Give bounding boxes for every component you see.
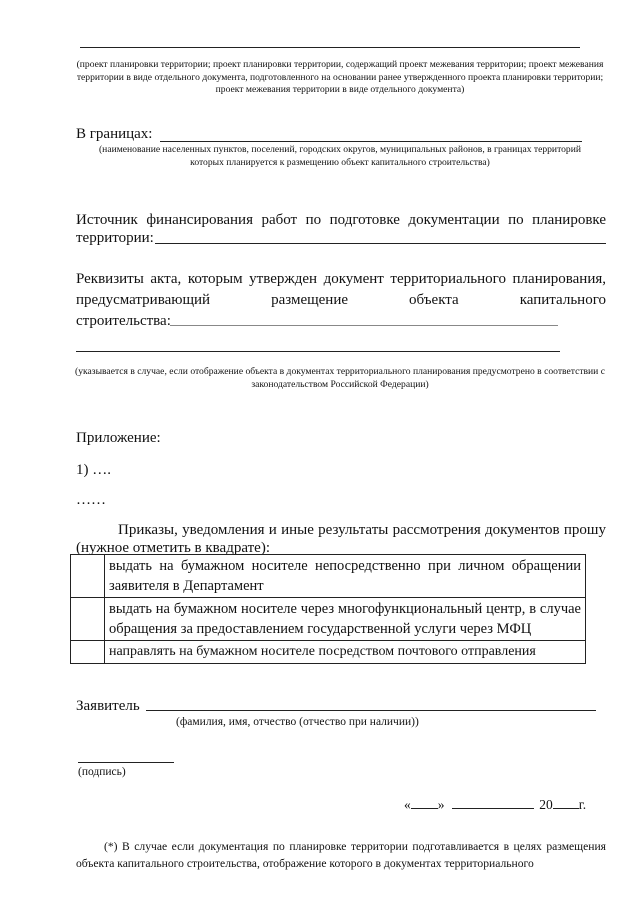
act-hint: (указывается в случае, если отображение объекта в документах территориального планирования предусмотрено в соответствии с законодательством Российской Федерации): [75, 366, 605, 390]
option-checkbox-3[interactable]: [71, 641, 105, 664]
borders-label: В границах:: [76, 126, 153, 142]
footnote-line2: объекта капитального строительства, отображение которого в документах территориального: [76, 857, 534, 870]
financing-line1: Источник финансирования работ по подготовке документации по планировке: [76, 212, 606, 228]
act-underline-1: [170, 325, 558, 326]
applicant-label: Заявитель: [76, 698, 140, 714]
option-row-1: [71, 555, 586, 598]
signature-hint: (подпись): [78, 766, 126, 778]
appendix-item-1: 1) ….: [76, 462, 111, 478]
act-word-2: размещение: [271, 292, 349, 308]
option-text-1: выдать на бумажном носителе непосредственно при личном обращении заявителя в Департамент: [105, 555, 586, 598]
appendix-title: Приложение:: [76, 430, 161, 446]
applicant-hint: (фамилия, имя, отчество (отчество при наличии)): [176, 716, 419, 728]
orders-intro-line2: (нужное отметить в квадрате):: [76, 540, 270, 556]
orders-intro-line1: Приказы, уведомления и иные результаты рассмотрения документов прошу: [118, 522, 606, 538]
option-text-3: направлять на бумажном носителе посредством почтового отправления: [105, 641, 586, 664]
date-close-quote: »: [437, 797, 445, 812]
option-row-2: [71, 598, 586, 641]
signature-underline: [78, 762, 174, 763]
header-hint: (проект планировки территории; проект планировки территории, содержащий проект межевания территории; проект межевания территории в виде отдельного документа, подготовленного на основании ранее утвержденного проекта планировки территории; проект межевания территории в виде отдельного документа): [76, 59, 604, 95]
date-year-suffix: г.: [578, 797, 587, 812]
option-checkbox-1[interactable]: [71, 555, 105, 598]
financing-line2: территории:: [76, 230, 154, 246]
act-line3: строительства:: [76, 313, 171, 329]
act-word-3: объекта: [409, 292, 459, 308]
act-line2: [76, 290, 606, 311]
option-text-2: выдать на бумажном носителе через многофункциональный центр, в случае обращения за предоставлением государственной услуги через МФЦ: [105, 598, 586, 641]
option-row-3: [71, 641, 586, 664]
act-line1: Реквизиты акта, которым утвержден документ территориального планирования,: [76, 271, 606, 287]
applicant-underline: [146, 710, 596, 711]
financing-underline: [155, 243, 606, 244]
act-word-1: предусматривающий: [76, 292, 211, 308]
option-checkbox-2[interactable]: [71, 598, 105, 641]
header-underline: [80, 47, 580, 48]
date-open-quote: «: [404, 797, 411, 812]
borders-hint: (наименование населенных пунктов, поселений, городских округов, муниципальных районов, в границах территорий которых планируется к размещению объект капитального строительства): [98, 144, 581, 168]
act-underline-2: [76, 351, 560, 352]
act-word-4: капитального: [519, 292, 606, 308]
date-year-prefix: 20: [539, 797, 553, 812]
date-line: [404, 796, 586, 814]
borders-underline: [160, 141, 582, 142]
date-month-field[interactable]: [452, 796, 534, 809]
date-day-field[interactable]: [411, 796, 438, 809]
appendix-item-2: ……: [76, 492, 106, 508]
date-year-field[interactable]: [553, 796, 579, 809]
delivery-options-table: [70, 554, 586, 664]
footnote-line1: (*) В случае если документация по планировке территории подготавливается в целях размещения: [104, 840, 606, 853]
